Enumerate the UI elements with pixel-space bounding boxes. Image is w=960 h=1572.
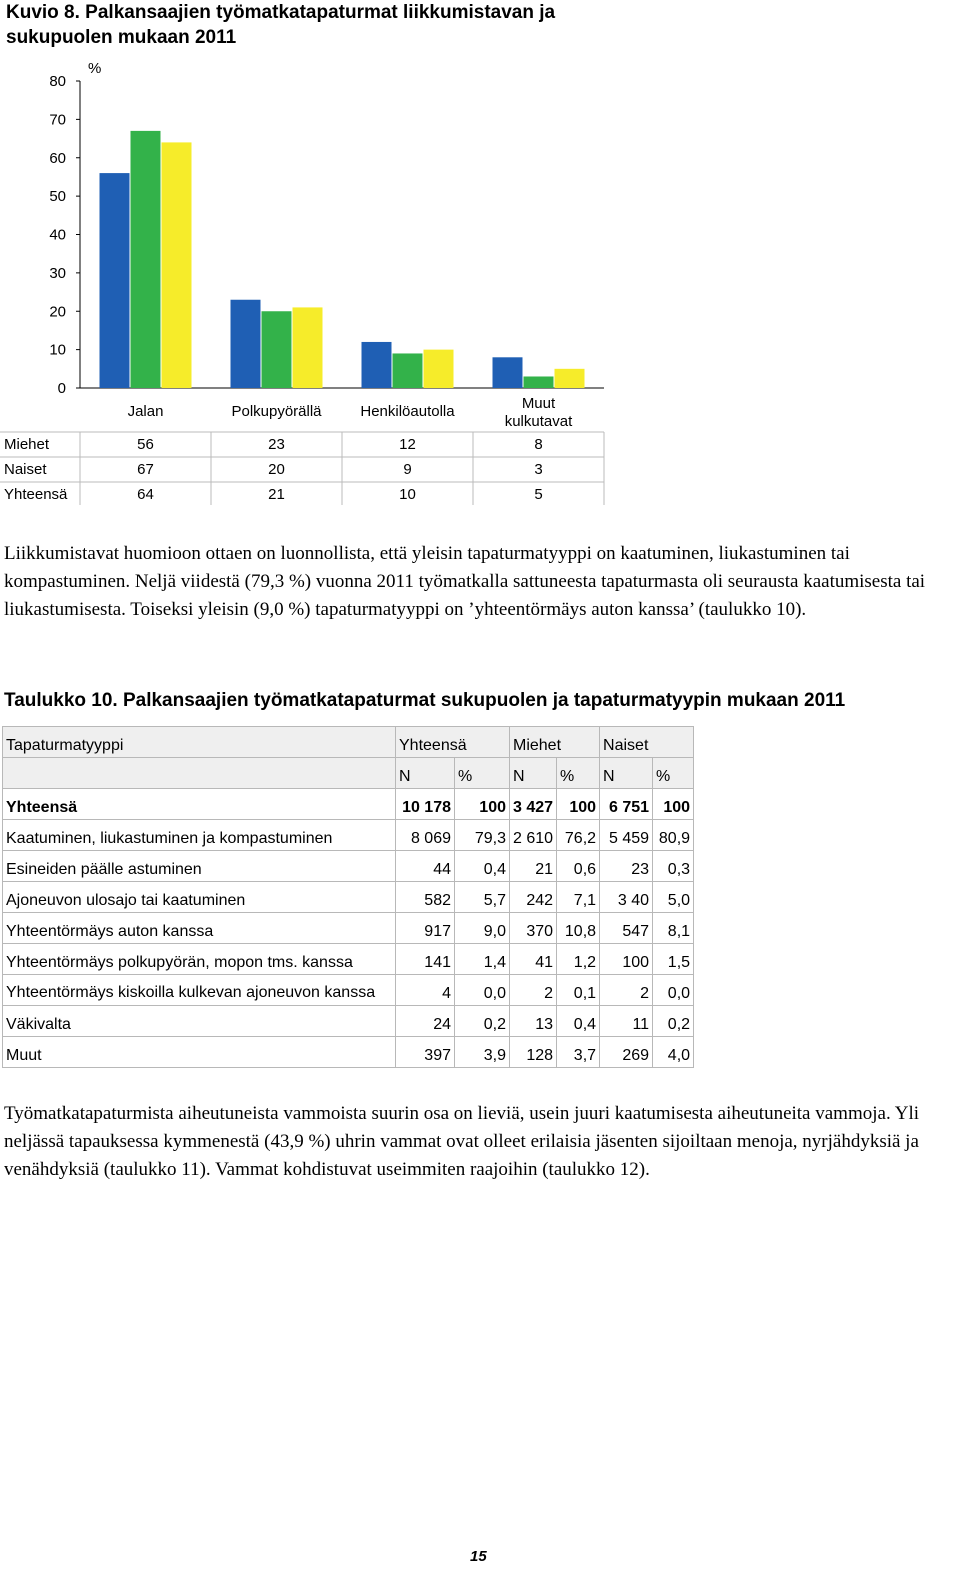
cell-value: 24 — [396, 1006, 455, 1037]
data-label: 20 — [268, 461, 285, 478]
legend-series-name: Yhteensä — [4, 486, 68, 503]
table-title: Taulukko 10. Palkansaajien työmatkatapaturmat sukupuolen ja tapaturmatyypin mukaan 2011 — [4, 690, 846, 711]
row-label: Yhteentörmäys kiskoilla kulkevan ajoneuvon kanssa — [3, 975, 396, 1006]
cell-value: 397 — [396, 1037, 455, 1068]
row-label: Yhteentörmäys auton kanssa — [3, 913, 396, 944]
bar-miehet — [100, 173, 130, 388]
data-label: 64 — [137, 486, 154, 503]
cell-value: 8,1 — [653, 913, 694, 944]
page-number: 15 — [470, 1548, 487, 1565]
cell-value: 11 — [600, 1006, 653, 1037]
data-label: 3 — [534, 461, 543, 478]
cell-value: 79,3 — [455, 820, 510, 851]
bar-naiset — [131, 131, 161, 388]
subheader-pct: % — [455, 758, 510, 789]
table-row — [3, 820, 694, 851]
cell-value: 3 427 — [510, 789, 557, 820]
subheader-empty — [3, 758, 396, 789]
group-header-total: Yhteensä — [396, 727, 510, 758]
data-label: 5 — [534, 486, 543, 503]
group-header-women: Naiset — [600, 727, 694, 758]
cell-value: 8 069 — [396, 820, 455, 851]
cell-value: 0,2 — [455, 1006, 510, 1037]
bar-miehet — [231, 300, 261, 388]
subheader-pct: % — [557, 758, 600, 789]
cell-value: 0,6 — [557, 851, 600, 882]
cell-value: 80,9 — [653, 820, 694, 851]
subheader-n: N — [510, 758, 557, 789]
cell-value: 4,0 — [653, 1037, 694, 1068]
data-label: 9 — [403, 461, 412, 478]
row-label: Kaatuminen, liukastuminen ja kompastuminen — [3, 820, 396, 851]
cell-value: 582 — [396, 882, 455, 913]
cell-value: 13 — [510, 1006, 557, 1037]
table-row — [3, 975, 694, 1006]
data-label: 21 — [268, 486, 285, 503]
cell-value: 547 — [600, 913, 653, 944]
cell-value: 44 — [396, 851, 455, 882]
category-label: kulkutavat — [504, 413, 573, 430]
cell-value: 2 — [600, 975, 653, 1006]
category-label: Polkupyörällä — [231, 403, 322, 420]
bar-yhteensä — [555, 369, 585, 388]
y-unit-label: % — [88, 60, 102, 77]
category-label: Muut — [521, 395, 556, 412]
cell-value: 3,7 — [557, 1037, 600, 1068]
cell-value: 1,4 — [455, 944, 510, 975]
data-label: 56 — [137, 436, 154, 453]
column-header-type: Tapaturmatyyppi — [3, 727, 396, 758]
table-row — [3, 944, 694, 975]
row-label: Yhteensä — [3, 789, 396, 820]
cell-value: 10,8 — [557, 913, 600, 944]
table-row-total — [3, 789, 694, 820]
cell-value: 1,2 — [557, 944, 600, 975]
cell-value: 4 — [396, 975, 455, 1006]
row-label: Yhteentörmäys polkupyörän, mopon tms. kanssa — [3, 944, 396, 975]
y-tick-label: 0 — [57, 380, 66, 397]
cell-value: 10 178 — [396, 789, 455, 820]
y-tick-label: 60 — [49, 149, 66, 167]
legend-series-name: Miehet — [4, 436, 50, 453]
cell-value: 242 — [510, 882, 557, 913]
row-label: Esineiden päälle astuminen — [3, 851, 396, 882]
cell-value: 917 — [396, 913, 455, 944]
cell-value: 0,0 — [455, 975, 510, 1006]
y-tick-label: 20 — [49, 303, 66, 321]
table-row — [3, 913, 694, 944]
group-header-men: Miehet — [510, 727, 600, 758]
y-tick-label: 70 — [49, 111, 66, 129]
bar-yhteensä — [293, 307, 323, 388]
y-tick-label: 50 — [49, 188, 66, 206]
bar-miehet — [493, 357, 523, 388]
table-row — [3, 1037, 694, 1068]
table-row — [3, 851, 694, 882]
cell-value: 5 459 — [600, 820, 653, 851]
data-label: 8 — [534, 436, 543, 453]
category-label: Jalan — [127, 403, 164, 420]
cell-value: 370 — [510, 913, 557, 944]
cell-value: 0,4 — [557, 1006, 600, 1037]
cell-value: 41 — [510, 944, 557, 975]
row-label: Ajoneuvon ulosajo tai kaatuminen — [3, 882, 396, 913]
cell-value: 9,0 — [455, 913, 510, 944]
cell-value: 100 — [600, 944, 653, 975]
subheader-n: N — [600, 758, 653, 789]
bar-naiset — [262, 311, 292, 388]
accident-table — [2, 726, 694, 1068]
figure-title: Kuvio 8. Palkansaajien työmatkatapaturmat liikkumistavan ja sukupuolen mukaan 2011 — [6, 2, 556, 48]
cell-value: 3 40 — [600, 882, 653, 913]
table-row — [3, 1006, 694, 1037]
bar-naiset — [393, 353, 423, 388]
bar-yhteensä — [162, 142, 192, 388]
cell-value: 1,5 — [653, 944, 694, 975]
cell-value: 141 — [396, 944, 455, 975]
cell-value: 0,2 — [653, 1006, 694, 1037]
table-row — [3, 882, 694, 913]
legend-series-name: Naiset — [4, 461, 47, 478]
paragraph-2: Työmatkatapaturmista aiheutuneista vammoista suurin osa on lieviä, usein juuri kaatumisesta aiheutuneita vammoja. Yli neljässä tapauksessa kymmenestä (43,9 %) uhrin vammat ovat olleet erilaisia jäsenten sijoiltaan menoja, nyrjähdyksiä ja venähdyksiä (taulukko 11). Vammat kohdistuvat useimmiten raajoihin (taulukko 12). — [4, 1103, 920, 1180]
cell-value: 0,0 — [653, 975, 694, 1006]
bar-naiset — [524, 376, 554, 388]
paragraph-1: Liikkumistavat huomioon ottaen on luonnollista, että yleisin tapaturmatyyppi on kaatuminen, liukastuminen tai kompastuminen. Neljä viidestä (79,3 %) vuonna 2011 työmatkalla sattuneesta tapaturmasta oli seurausta kaatumisesta tai liukastumisesta. Toiseksi yleisin (9,0 %) tapaturmatyyppi on ’yhteentörmäys auton kanssa’ (taulukko 10). — [4, 543, 926, 620]
row-label: Väkivalta — [3, 1006, 396, 1037]
subheader-pct: % — [653, 758, 694, 789]
table-subheader-row — [3, 758, 694, 789]
cell-value: 2 — [510, 975, 557, 1006]
data-label: 12 — [399, 436, 416, 453]
data-label: 23 — [268, 436, 285, 453]
y-tick-label: 30 — [49, 264, 66, 282]
row-label: Muut — [3, 1037, 396, 1068]
cell-value: 21 — [510, 851, 557, 882]
cell-value: 100 — [455, 789, 510, 820]
cell-value: 269 — [600, 1037, 653, 1068]
subheader-n: N — [396, 758, 455, 789]
cell-value: 23 — [600, 851, 653, 882]
cell-value: 2 610 — [510, 820, 557, 851]
bar-chart — [0, 55, 620, 505]
table-header-row — [3, 727, 694, 758]
cell-value: 0,1 — [557, 975, 600, 1006]
cell-value: 128 — [510, 1037, 557, 1068]
cell-value: 5,7 — [455, 882, 510, 913]
y-tick-label: 40 — [49, 226, 66, 244]
cell-value: 5,0 — [653, 882, 694, 913]
cell-value: 76,2 — [557, 820, 600, 851]
data-label: 67 — [137, 461, 154, 478]
data-label: 10 — [399, 486, 416, 503]
cell-value: 100 — [653, 789, 694, 820]
cell-value: 0,3 — [653, 851, 694, 882]
cell-value: 6 751 — [600, 789, 653, 820]
bar-yhteensä — [424, 350, 454, 388]
cell-value: 7,1 — [557, 882, 600, 913]
cell-value: 3,9 — [455, 1037, 510, 1068]
cell-value: 100 — [557, 789, 600, 820]
category-label: Henkilöautolla — [360, 403, 455, 420]
bar-miehet — [362, 342, 392, 388]
y-tick-label: 10 — [49, 341, 66, 359]
y-tick-label: 80 — [49, 73, 66, 90]
cell-value: 0,4 — [455, 851, 510, 882]
